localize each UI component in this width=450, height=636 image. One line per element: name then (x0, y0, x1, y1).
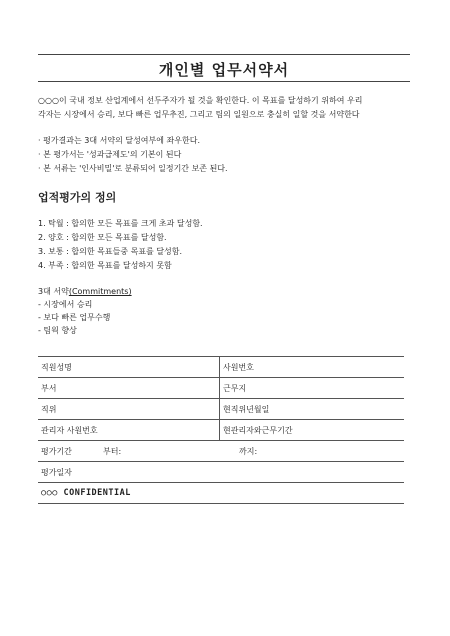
commitments-suffix: (Commitments) (68, 287, 132, 296)
note-3: · 본 서류는 '인사비밀'로 분류되어 일정기간 보존 된다. (38, 164, 228, 173)
definition-4: 4. 부족 : 합의한 목표를 달성하지 못함 (38, 261, 172, 270)
employee-number-field[interactable]: 사원번호 (220, 357, 405, 378)
position-field[interactable]: 직위 (38, 399, 220, 420)
evaluation-period-field[interactable] (38, 441, 404, 462)
definition-3: 3. 보통 : 합의한 목표들중 목표를 달성함. (38, 247, 183, 256)
form-row-footer (38, 483, 404, 504)
commitments-heading (38, 285, 132, 299)
manager-number-field[interactable]: 관리자 사원번호 (38, 420, 220, 441)
definition-1: 1. 탁월 : 합의한 모든 목표를 크게 초과 달성함. (38, 219, 203, 228)
document-title: 개인별 업무서약서 (158, 61, 290, 79)
position-date-field[interactable]: 현직위년월일 (220, 399, 405, 420)
period-from-label: 부터: (103, 446, 122, 456)
manager-period-field[interactable]: 현관리자와근무기간 (220, 420, 405, 441)
evaluation-date-field[interactable]: 평가일자 (38, 462, 404, 483)
form-row (38, 399, 404, 420)
commitments-prefix: 3대 서약 (38, 287, 69, 296)
form-row (38, 378, 404, 399)
commitment-3: - 팀웍 향상 (38, 326, 77, 335)
commitment-2: - 보다 빠른 업무수행 (38, 313, 111, 322)
evaluation-form-table (38, 356, 404, 504)
form-row (38, 357, 404, 378)
title-top-rule (38, 54, 410, 55)
section-heading: 업적평가의 정의 (38, 191, 117, 204)
employee-name-field[interactable]: 직원성명 (38, 357, 220, 378)
intro-line-1: ○○○이 국내 정보 산업계에서 선두주자가 될 것을 확인한다. 이 목표를 달성하기 위하여 우리 (38, 96, 363, 105)
title-bottom-rule (38, 81, 410, 82)
department-field[interactable]: 부서 (38, 378, 220, 399)
form-row-date (38, 462, 404, 483)
confidential-footer: ○○○ CONFIDENTIAL (38, 483, 404, 504)
note-1: · 평가결과는 3대 서약의 달성여부에 좌우한다. (38, 136, 200, 145)
period-to-label: 까지: (239, 446, 258, 456)
workplace-field[interactable]: 근무지 (220, 378, 405, 399)
form-row-period (38, 441, 404, 462)
definition-2: 2. 양호 : 합의한 모든 목표를 달성함. (38, 233, 167, 242)
form-row (38, 420, 404, 441)
commitment-1: - 시장에서 승리 (38, 300, 93, 309)
note-2: · 본 평가서는 '성과급제도'의 기본이 된다 (38, 150, 182, 159)
intro-line-2: 각자는 시장에서 승리, 보다 빠른 업무추진, 그리고 팀의 일원으로 충실히 일할 것을 서약한다 (38, 110, 360, 119)
period-label: 평가기간 (41, 446, 72, 456)
